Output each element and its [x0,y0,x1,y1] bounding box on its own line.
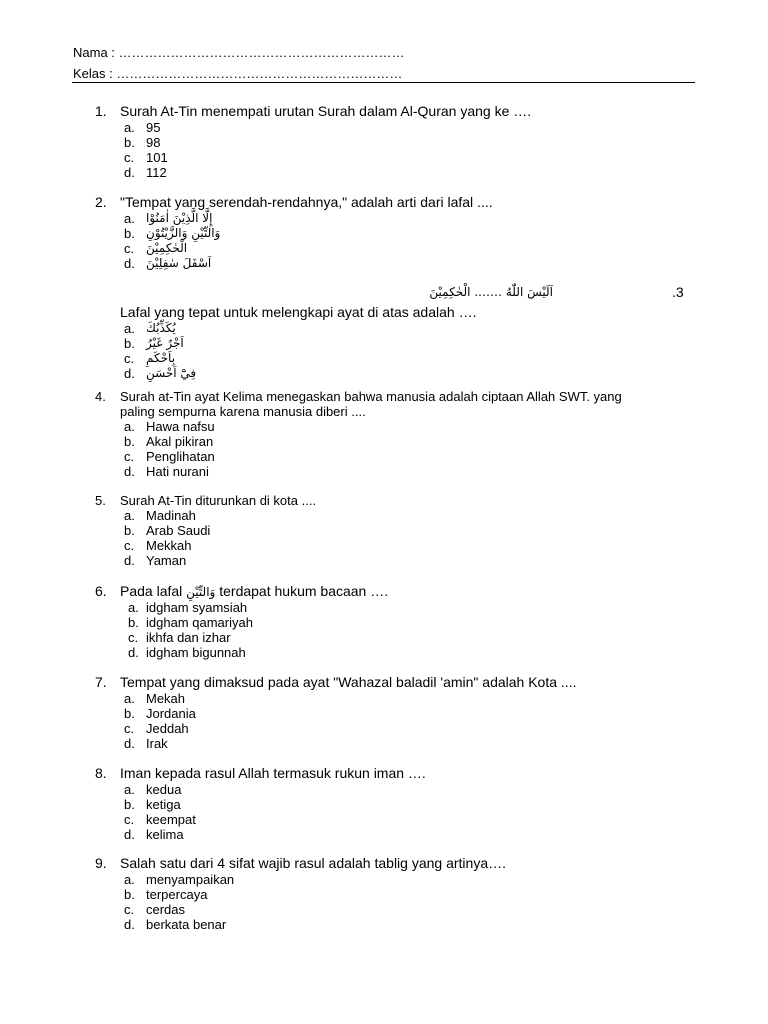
question-9 [0,854,768,932]
option-text: kedua [146,782,182,797]
option-c [0,449,768,464]
option-b [0,135,768,150]
option-letter: b. [124,336,135,351]
option-text: kelima [146,827,184,842]
option-d [0,464,768,479]
option-letter: d. [124,736,135,751]
option-text: Mekah [146,691,186,706]
option-c [0,241,768,256]
option-c [0,150,768,165]
option-letter: b. [124,434,135,449]
option-text: Madinah [146,508,196,523]
question-2 [0,193,768,271]
option-a [0,211,768,226]
class-field-row [73,66,402,82]
question-8 [0,764,768,842]
option-text: 112 [146,165,167,180]
option-letter: b. [124,887,135,902]
option-a [0,691,768,706]
option-d [0,553,768,568]
option-text: Penglihatan [146,449,215,464]
option-letter: a. [124,782,135,797]
option-list [0,321,768,381]
option-letter: b. [124,706,135,721]
question-text-before: Pada lafal [120,583,183,599]
question-text [120,582,388,601]
option-b [0,797,768,812]
option-text: cerdas [146,902,186,917]
option-text: Irak [146,736,168,751]
question-text: Surah At-Tin diturunkan di kota .... [120,493,317,508]
question-text-line-1: Surah at-Tin ayat Kelima menegaskan bahwa manusia adalah ciptaan Allah SWT. yang [120,389,622,404]
option-arabic-text: الْحٰكِمِيْنَ [146,241,188,255]
option-arabic-text: إِلَّا الَّذِيْنَ اٰمَنُوْا [146,211,213,225]
option-arabic-text: وَالتِّيْنِ وَالزَّيْتُوْنِ [146,226,221,240]
option-text: terpercaya [146,887,208,902]
question-text: "Tempat yang serendah-rendahnya," adalah arti dari lafal .... [120,194,493,210]
question-text-after: terdapat hukum bacaan …. [219,583,389,599]
question-1 [0,102,768,180]
name-field-row [73,45,405,61]
option-letter: d. [124,553,135,568]
option-text: menyampaikan [146,872,235,887]
option-text: idgham qamariyah [146,615,253,630]
option-c [0,721,768,736]
option-letter: b. [128,615,139,630]
option-text: Akal pikiran [146,434,214,449]
option-letter: d. [124,827,135,842]
question-number: 2. [95,194,107,210]
option-letter: d. [124,917,135,932]
option-arabic-text: يُكَذِّبُكَ [146,321,176,335]
option-letter: a. [124,419,135,434]
option-text: berkata benar [146,917,227,932]
question-text-line-2: paling sempurna karena manusia diberi .... [120,404,366,419]
option-text: Yaman [146,553,187,568]
option-letter: a. [124,321,135,336]
option-letter: c. [124,902,135,917]
question-text: Lafal yang tepat untuk melengkapi ayat di atas adalah …. [120,304,477,320]
name-dots: ………………………………………………………… [118,45,405,60]
question-number: 4. [95,389,106,404]
question-text: Surah At-Tin menempati urutan Surah dalam Al-Quran yang ke …. [120,103,532,119]
option-letter: c. [124,721,135,736]
option-a [0,321,768,336]
option-letter: b. [124,523,135,538]
option-letter: d. [124,366,135,381]
option-text: idgham syamsiah [146,600,248,615]
question-number: 8. [95,765,107,781]
option-c [0,812,768,827]
option-list [0,872,768,932]
option-text: idgham bigunnah [146,645,246,660]
question-text: Iman kepada rasul Allah termasuk rukun iman …. [120,765,426,781]
option-arabic-text: فِيْٓ اَحْسَنِ [146,366,197,380]
question-number: 7. [95,674,107,690]
option-letter: d. [124,165,135,180]
option-letter: a. [124,211,135,226]
option-letter: c. [128,630,139,645]
inline-arabic-word: وَالتِّيْنِ [186,585,216,599]
option-letter: c. [124,241,135,256]
option-c [0,630,768,645]
name-label: Nama : [73,45,115,60]
option-text: Hawa nafsu [146,419,215,434]
option-letter: c. [124,538,135,553]
option-a [0,419,768,434]
question-number: 6. [95,583,107,599]
option-d [0,366,768,381]
option-text: Hati nurani [146,464,209,479]
option-a [0,782,768,797]
class-dots: ………………………………………………………… [116,66,403,81]
option-b [0,434,768,449]
option-list [0,782,768,842]
option-d [0,256,768,271]
option-letter: b. [124,226,135,241]
option-a [0,508,768,523]
option-arabic-text: اَجْرٌ غَيْرُ [146,336,184,350]
option-letter: b. [124,135,135,150]
option-text: Mekkah [146,538,192,553]
option-b [0,226,768,241]
question-5 [0,493,768,568]
option-letter: c. [124,150,135,165]
option-d [0,917,768,932]
option-d [0,736,768,751]
option-a [0,120,768,135]
option-letter: c. [124,449,135,464]
header-divider [72,82,695,83]
option-b [0,706,768,721]
option-arabic-text: بِاَحْكَمِ [146,351,176,365]
option-letter: d. [124,464,135,479]
option-text: 98 [146,135,161,150]
option-letter: a. [124,691,135,706]
option-text: ketiga [146,797,181,812]
question-number: 9. [95,855,107,871]
question-6 [0,582,768,660]
option-d [0,645,768,660]
option-list [0,600,768,660]
question-text: Salah satu dari 4 sifat wajib rasul adalah tablig yang artinya…. [120,855,506,871]
option-text: Jeddah [146,721,189,736]
option-text: 95 [146,120,161,135]
option-list [0,120,768,180]
option-b [0,336,768,351]
option-d [0,165,768,180]
option-letter: a. [124,120,135,135]
option-c [0,351,768,366]
option-text: Arab Saudi [146,523,211,538]
option-d [0,827,768,842]
question-4 [0,389,768,479]
arabic-verse: اَلَيْسَ اللّٰهُ ……. الْحٰكِمِيْنَ [429,285,553,299]
question-text: Tempat yang dimaksud pada ayat "Wahazal baladil 'amin" adalah Kota .... [120,674,577,690]
option-list [0,211,768,271]
option-text: ikhfa dan izhar [146,630,231,645]
option-letter: d. [124,256,135,271]
option-c [0,902,768,917]
option-arabic-text: اَسْفَلَ سٰفِلِيْنَ [146,256,212,270]
option-list [0,419,768,479]
option-letter: a. [124,508,135,523]
option-letter: b. [124,797,135,812]
question-3 [0,281,768,381]
question-number: 1. [95,103,107,119]
option-letter: d. [128,645,139,660]
option-a [0,600,768,615]
option-list [0,508,768,568]
option-text: Jordania [146,706,196,721]
option-list [0,691,768,751]
class-label: Kelas : [73,66,113,81]
option-letter: a. [128,600,139,615]
option-letter: c. [124,812,135,827]
option-a [0,872,768,887]
question-number: 5. [95,493,106,508]
option-b [0,615,768,630]
option-letter: a. [124,872,135,887]
question-7 [0,673,768,751]
option-text: keempat [146,812,196,827]
option-letter: c. [124,351,135,366]
option-text: 101 [146,150,168,165]
option-b [0,887,768,902]
option-b [0,523,768,538]
question-number: .3 [672,284,684,300]
option-c [0,538,768,553]
